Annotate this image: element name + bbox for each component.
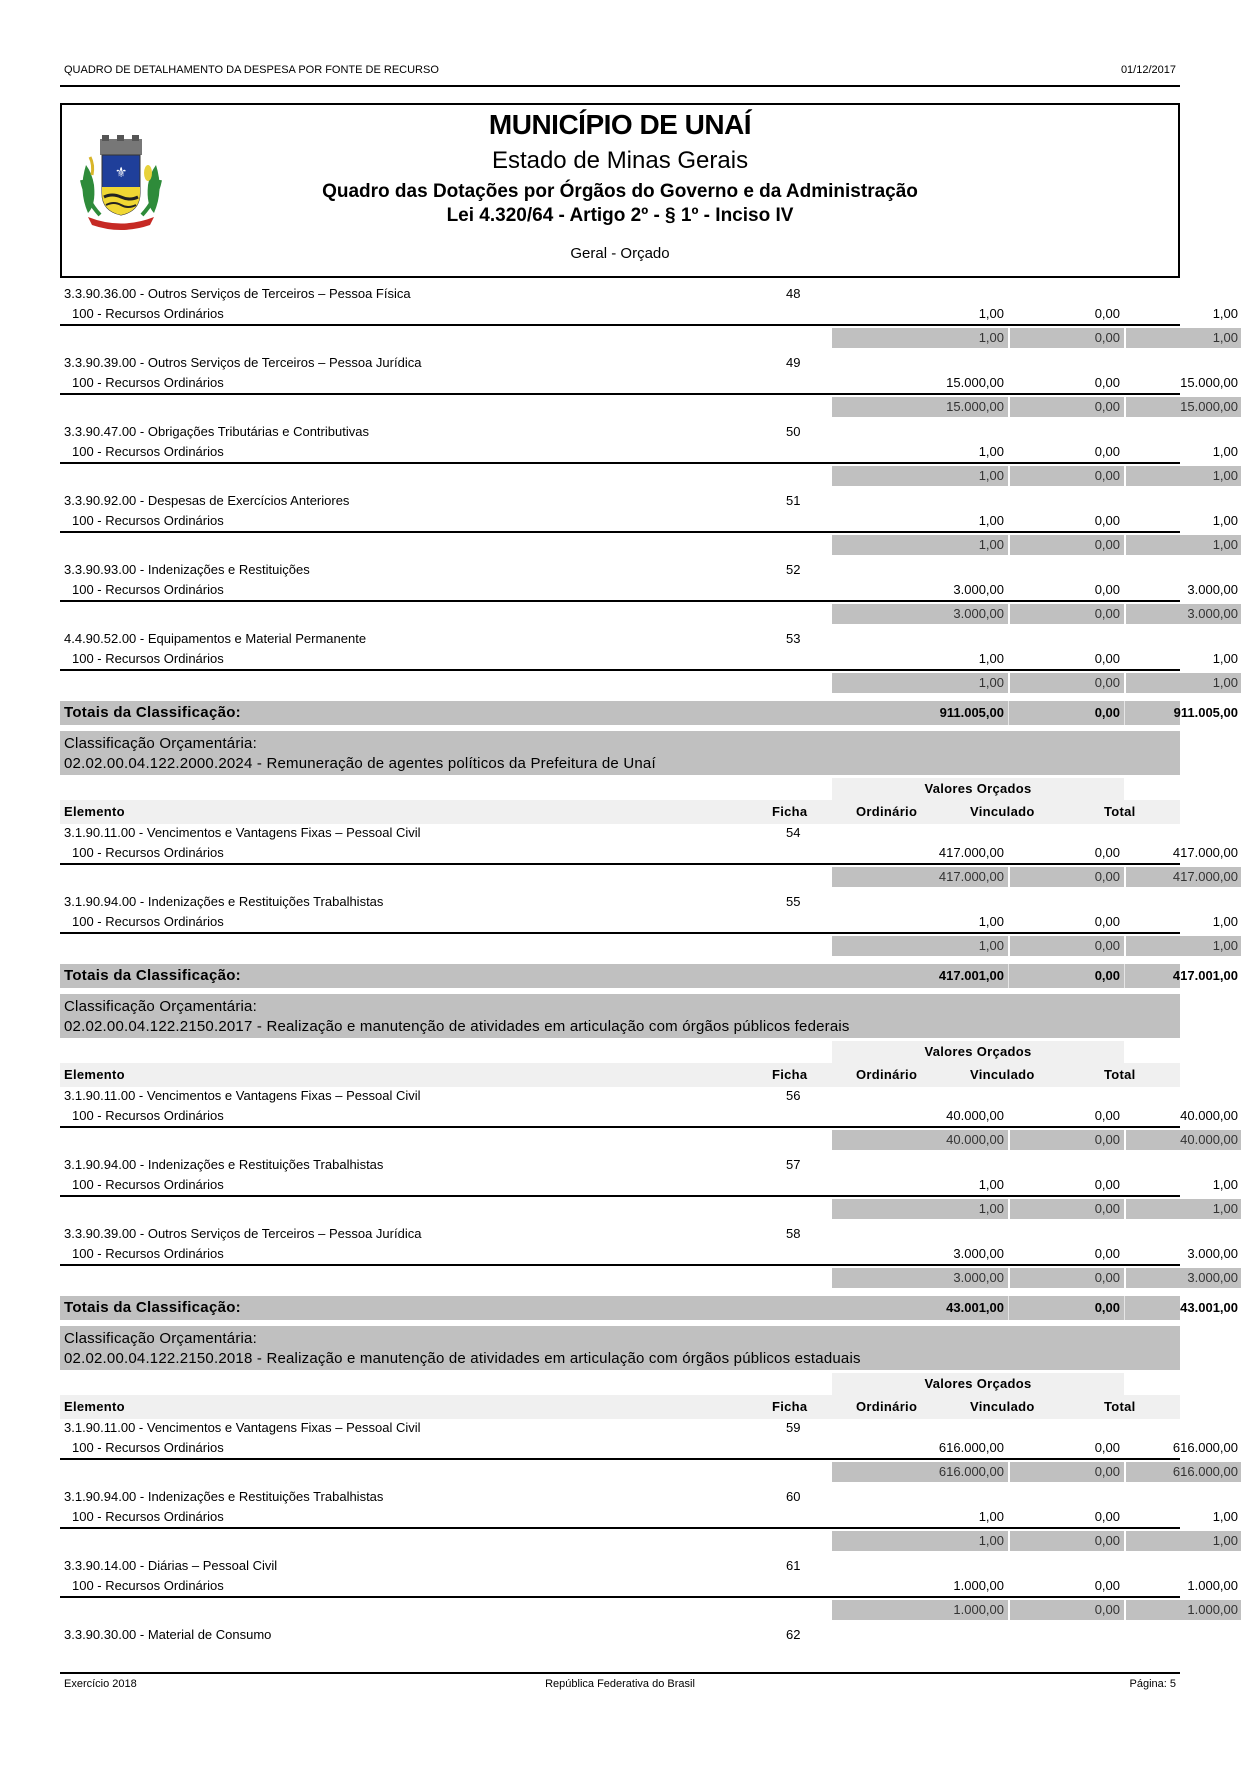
value-vinculado: 0,00 <box>1094 513 1120 528</box>
header-row <box>60 800 1180 824</box>
value-vinculado: 0,00 <box>1094 1177 1120 1192</box>
value-total: 1,00 <box>1212 914 1238 929</box>
header-row <box>60 1063 1180 1087</box>
element-source: 100 - Recursos Ordinários <box>72 1108 224 1123</box>
column-headers <box>60 1370 1180 1420</box>
value-vinculado: 0,00 <box>1094 845 1120 860</box>
value-total: 417.000,00 <box>1172 845 1238 860</box>
subtotal-total: 1,00 <box>1126 328 1241 348</box>
element-name: 3.1.90.11.00 - Vencimentos e Vantagens Fixas – Pessoal Civil <box>64 1088 421 1103</box>
subtotal-ordinario: 3.000,00 <box>832 604 1008 624</box>
value-vinculado: 0,00 <box>1094 1578 1120 1593</box>
header-ordinario: Ordinário <box>856 1399 918 1414</box>
subtotal-ordinario: 417.000,00 <box>832 867 1008 887</box>
report-date: 01/12/2017 <box>1120 64 1176 76</box>
element-row <box>60 424 1238 493</box>
subtotal-vinculado: 0,00 <box>1010 673 1124 693</box>
subtotal-vinculado: 0,00 <box>1010 1462 1124 1482</box>
value-total: 1,00 <box>1212 513 1238 528</box>
total-total: 43.001,00 <box>1180 1300 1238 1315</box>
state-title: Estado de Minas Gerais <box>491 147 749 174</box>
subtotal-total: 1,00 <box>1126 1531 1241 1551</box>
value-ordinario: 616.000,00 <box>938 1440 1004 1455</box>
element-row <box>60 562 1238 631</box>
subtotal-ordinario: 1,00 <box>832 328 1008 348</box>
row-divider <box>60 1126 1180 1128</box>
element-source: 100 - Recursos Ordinários <box>72 582 224 597</box>
subtotal-total: 15.000,00 <box>1126 397 1241 417</box>
value-vinculado: 0,00 <box>1094 1509 1120 1524</box>
element-ficha: 52 <box>786 562 801 577</box>
classification-totals <box>60 701 1238 725</box>
element-name: 3.1.90.94.00 - Indenizações e Restituições Trabalhistas <box>64 894 384 909</box>
value-ordinario: 1,00 <box>978 1177 1004 1192</box>
element-ficha: 56 <box>786 1088 801 1103</box>
element-name: 3.1.90.11.00 - Vencimentos e Vantagens Fixas – Pessoal Civil <box>64 1420 421 1435</box>
element-source: 100 - Recursos Ordinários <box>72 845 224 860</box>
element-row <box>60 355 1238 424</box>
element-name: 3.3.90.93.00 - Indenizações e Restituições <box>64 562 310 577</box>
total-vinculado: 0,00 <box>1094 705 1120 720</box>
element-source: 100 - Recursos Ordinários <box>72 1177 224 1192</box>
column-separator <box>1008 701 1009 725</box>
element-source: 100 - Recursos Ordinários <box>72 1578 224 1593</box>
element-name: 3.1.90.11.00 - Vencimentos e Vantagens Fixas – Pessoal Civil <box>64 825 421 840</box>
element-row <box>60 1627 1180 1657</box>
subtotal-vinculado: 0,00 <box>1010 397 1124 417</box>
element-name: 3.3.90.39.00 - Outros Serviços de Terceiros – Pessoa Jurídica <box>64 355 422 370</box>
subtotal-total: 3.000,00 <box>1126 604 1241 624</box>
subtotal-vinculado: 0,00 <box>1010 535 1124 555</box>
header-ordinario: Ordinário <box>856 1067 918 1082</box>
element-row <box>60 825 1238 894</box>
element-row <box>60 894 1238 963</box>
subtotal-total: 1,00 <box>1126 466 1241 486</box>
column-headers <box>60 1038 1180 1088</box>
header-vinculado: Vinculado <box>970 1399 1035 1414</box>
classification-header <box>60 994 1180 1038</box>
classification-section <box>60 1326 1238 1657</box>
value-ordinario: 1,00 <box>978 513 1004 528</box>
classification-header <box>60 731 1180 775</box>
subtotal-ordinario: 15.000,00 <box>832 397 1008 417</box>
subtotal-ordinario: 40.000,00 <box>832 1130 1008 1150</box>
value-ordinario: 15.000,00 <box>946 375 1004 390</box>
subtotal-total: 1.000,00 <box>1126 1600 1241 1620</box>
element-name: 3.1.90.94.00 - Indenizações e Restituições Trabalhistas <box>64 1157 384 1172</box>
element-source: 100 - Recursos Ordinários <box>72 1509 224 1524</box>
value-vinculado: 0,00 <box>1094 651 1120 666</box>
value-ordinario: 40.000,00 <box>946 1108 1004 1123</box>
total-vinculado: 0,00 <box>1094 968 1120 983</box>
top-divider <box>60 85 1180 87</box>
classification-code: 02.02.00.04.122.2150.2018 - Realização e manutenção de atividades em articulação com órgãos públicos estaduais <box>64 1350 861 1367</box>
section-continued <box>60 286 1238 725</box>
value-total: 15.000,00 <box>1180 375 1238 390</box>
element-row <box>60 1088 1238 1157</box>
header-valores-orcados: Valores Orçados <box>832 778 1124 800</box>
element-ficha: 51 <box>786 493 801 508</box>
subtotal-ordinario: 1,00 <box>832 1199 1008 1219</box>
column-separator <box>1124 1296 1125 1320</box>
row-divider <box>60 932 1180 934</box>
footer-exercise: Exercício 2018 <box>64 1678 137 1690</box>
subtotal-total: 417.000,00 <box>1126 867 1241 887</box>
header-elemento: Elemento <box>64 1399 125 1414</box>
value-ordinario: 3.000,00 <box>953 582 1004 597</box>
subtotal-total: 1,00 <box>1126 535 1241 555</box>
subtotal-vinculado: 0,00 <box>1010 1600 1124 1620</box>
value-ordinario: 3.000,00 <box>953 1246 1004 1261</box>
header-elemento: Elemento <box>64 804 125 819</box>
total-vinculado: 0,00 <box>1094 1300 1120 1315</box>
totals-label: Totais da Classificação: <box>64 704 241 721</box>
subtotal-vinculado: 0,00 <box>1010 867 1124 887</box>
subtotal-vinculado: 0,00 <box>1010 1531 1124 1551</box>
element-name: 3.3.90.39.00 - Outros Serviços de Terceiros – Pessoa Jurídica <box>64 1226 422 1241</box>
subtotal-vinculado: 0,00 <box>1010 1199 1124 1219</box>
element-name: 3.1.90.94.00 - Indenizações e Restituições Trabalhistas <box>64 1489 384 1504</box>
element-ficha: 61 <box>786 1558 801 1573</box>
header-elemento: Elemento <box>64 1067 125 1082</box>
subtotal-vinculado: 0,00 <box>1010 936 1124 956</box>
report-top-title: QUADRO DE DETALHAMENTO DA DESPESA POR FONTE DE RECURSO <box>64 64 439 76</box>
element-ficha: 55 <box>786 894 801 909</box>
subtotal-ordinario: 1,00 <box>832 466 1008 486</box>
element-row <box>60 1489 1238 1558</box>
row-divider <box>60 600 1180 602</box>
subtotal-vinculado: 0,00 <box>1010 328 1124 348</box>
row-divider <box>60 1264 1180 1266</box>
subtotal-ordinario: 1,00 <box>832 936 1008 956</box>
value-vinculado: 0,00 <box>1094 914 1120 929</box>
subtotal-ordinario: 1,00 <box>832 535 1008 555</box>
classification-totals <box>60 1296 1238 1320</box>
total-ordinario: 43.001,00 <box>946 1300 1004 1315</box>
element-ficha: 57 <box>786 1157 801 1172</box>
row-divider <box>60 669 1180 671</box>
value-vinculado: 0,00 <box>1094 1246 1120 1261</box>
totals-label: Totais da Classificação: <box>64 967 241 984</box>
value-total: 3.000,00 <box>1187 1246 1238 1261</box>
classification-label: Classificação Orçamentária: <box>64 998 257 1015</box>
row-divider <box>60 1596 1180 1598</box>
footer-divider <box>60 1672 1180 1674</box>
value-vinculado: 0,00 <box>1094 1108 1120 1123</box>
row-divider <box>60 1458 1180 1460</box>
report-scope: Geral - Orçado <box>570 245 670 262</box>
subtotal-vinculado: 0,00 <box>1010 466 1124 486</box>
element-name: 3.3.90.30.00 - Material de Consumo <box>64 1627 272 1642</box>
totals-label: Totais da Classificação: <box>64 1299 241 1316</box>
element-ficha: 50 <box>786 424 801 439</box>
element-row <box>60 1558 1238 1627</box>
value-ordinario: 1,00 <box>978 444 1004 459</box>
header-valores-orcados: Valores Orçados <box>832 1373 1124 1395</box>
element-row <box>60 286 1238 355</box>
column-separator <box>1008 1296 1009 1320</box>
column-separator <box>1008 964 1009 988</box>
report-body <box>60 286 1238 1657</box>
element-name: 3.3.90.14.00 - Diárias – Pessoal Civil <box>64 1558 278 1573</box>
row-divider <box>60 1195 1180 1197</box>
header-vinculado: Vinculado <box>970 1067 1035 1082</box>
subtotal-total: 616.000,00 <box>1126 1462 1241 1482</box>
value-ordinario: 1,00 <box>978 1509 1004 1524</box>
footer-country: República Federativa do Brasil <box>545 1678 695 1690</box>
subtotal-total: 1,00 <box>1126 936 1241 956</box>
value-total: 1,00 <box>1212 651 1238 666</box>
element-ficha: 53 <box>786 631 801 646</box>
subtotal-ordinario: 616.000,00 <box>832 1462 1008 1482</box>
element-ficha: 58 <box>786 1226 801 1241</box>
row-divider <box>60 863 1180 865</box>
value-ordinario: 1,00 <box>978 651 1004 666</box>
header-total: Total <box>1104 1067 1136 1082</box>
header-vinculado: Vinculado <box>970 804 1035 819</box>
value-total: 40.000,00 <box>1180 1108 1238 1123</box>
subtotal-ordinario: 1.000,00 <box>832 1600 1008 1620</box>
law-reference: Lei 4.320/64 - Artigo 2º - § 1º - Inciso IV <box>446 205 794 226</box>
header-ordinario: Ordinário <box>856 804 918 819</box>
element-source: 100 - Recursos Ordinários <box>72 651 224 666</box>
value-total: 1,00 <box>1212 1509 1238 1524</box>
element-ficha: 48 <box>786 286 801 301</box>
classification-section <box>60 731 1238 988</box>
report-header <box>60 103 1180 278</box>
element-row <box>60 1420 1238 1489</box>
element-source: 100 - Recursos Ordinários <box>72 375 224 390</box>
classification-header <box>60 1326 1180 1370</box>
subtotal-vinculado: 0,00 <box>1010 604 1124 624</box>
header-valores-orcados: Valores Orçados <box>832 1041 1124 1063</box>
value-ordinario: 1,00 <box>978 914 1004 929</box>
element-row <box>60 631 1238 700</box>
subtotal-total: 3.000,00 <box>1126 1268 1241 1288</box>
element-row <box>60 1157 1238 1226</box>
header-ficha: Ficha <box>772 1067 808 1082</box>
classification-code: 02.02.00.04.122.2150.2017 - Realização e manutenção de atividades em articulação com órgãos públicos federais <box>64 1018 850 1035</box>
element-ficha: 62 <box>786 1627 801 1642</box>
value-total: 616.000,00 <box>1172 1440 1238 1455</box>
element-source: 100 - Recursos Ordinários <box>72 306 224 321</box>
value-total: 1.000,00 <box>1187 1578 1238 1593</box>
element-name: 3.3.90.92.00 - Despesas de Exercícios Anteriores <box>64 493 350 508</box>
report-top-bar <box>60 62 1180 80</box>
value-vinculado: 0,00 <box>1094 444 1120 459</box>
subtotal-vinculado: 0,00 <box>1010 1268 1124 1288</box>
total-ordinario: 417.001,00 <box>938 968 1004 983</box>
column-separator <box>1124 964 1125 988</box>
classification-label: Classificação Orçamentária: <box>64 735 257 752</box>
classification-totals <box>60 964 1238 988</box>
element-source: 100 - Recursos Ordinários <box>72 513 224 528</box>
subtotal-vinculado: 0,00 <box>1010 1130 1124 1150</box>
element-source: 100 - Recursos Ordinários <box>72 444 224 459</box>
column-separator <box>1124 701 1125 725</box>
header-total: Total <box>1104 1399 1136 1414</box>
element-source: 100 - Recursos Ordinários <box>72 1440 224 1455</box>
row-divider <box>60 531 1180 533</box>
element-ficha: 49 <box>786 355 801 370</box>
header-ficha: Ficha <box>772 1399 808 1414</box>
element-name: 3.3.90.47.00 - Obrigações Tributárias e Contributivas <box>64 424 369 439</box>
total-ordinario: 911.005,00 <box>939 705 1004 720</box>
row-divider <box>60 462 1180 464</box>
report-subtitle: Quadro das Dotações por Órgãos do Governo e da Administração <box>322 181 918 202</box>
subtotal-total: 1,00 <box>1126 1199 1241 1219</box>
row-divider <box>60 1527 1180 1529</box>
column-headers <box>60 775 1180 825</box>
municipality-title: MUNICÍPIO DE UNAÍ <box>488 109 752 140</box>
row-divider <box>60 393 1180 395</box>
footer-page-number: Página: 5 <box>1129 1678 1176 1690</box>
header-row <box>60 1395 1180 1419</box>
classification-code: 02.02.00.04.122.2000.2024 - Remuneração de agentes políticos da Prefeitura de Unaí <box>64 755 656 772</box>
element-ficha: 59 <box>786 1420 801 1435</box>
row-divider <box>60 324 1180 326</box>
value-vinculado: 0,00 <box>1094 375 1120 390</box>
subtotal-ordinario: 1,00 <box>832 1531 1008 1551</box>
value-vinculado: 0,00 <box>1094 1440 1120 1455</box>
element-name: 4.4.90.52.00 - Equipamentos e Material Permanente <box>64 631 367 646</box>
value-total: 3.000,00 <box>1187 582 1238 597</box>
svg-text:⚜: ⚜ <box>114 165 128 181</box>
element-ficha: 60 <box>786 1489 801 1504</box>
total-total: 911.005,00 <box>1173 705 1238 720</box>
subtotal-total: 40.000,00 <box>1126 1130 1241 1150</box>
header-ficha: Ficha <box>772 804 808 819</box>
element-row <box>60 493 1238 562</box>
subtotal-total: 1,00 <box>1126 673 1241 693</box>
subtotal-ordinario: 1,00 <box>832 673 1008 693</box>
subtotal-ordinario: 3.000,00 <box>832 1268 1008 1288</box>
element-row <box>60 1226 1238 1295</box>
value-ordinario: 417.000,00 <box>938 845 1004 860</box>
classification-section <box>60 994 1238 1320</box>
value-vinculado: 0,00 <box>1094 582 1120 597</box>
value-total: 1,00 <box>1212 1177 1238 1192</box>
element-source: 100 - Recursos Ordinários <box>72 1246 224 1261</box>
classification-label: Classificação Orçamentária: <box>64 1330 257 1347</box>
header-total: Total <box>1104 804 1136 819</box>
value-ordinario: 1.000,00 <box>953 1578 1004 1593</box>
value-vinculado: 0,00 <box>1094 306 1120 321</box>
element-source: 100 - Recursos Ordinários <box>72 914 224 929</box>
element-name: 3.3.90.36.00 - Outros Serviços de Terceiros – Pessoa Física <box>64 286 411 301</box>
total-total: 417.001,00 <box>1172 968 1238 983</box>
element-ficha: 54 <box>786 825 801 840</box>
value-total: 1,00 <box>1212 306 1238 321</box>
value-ordinario: 1,00 <box>978 306 1004 321</box>
value-total: 1,00 <box>1212 444 1238 459</box>
